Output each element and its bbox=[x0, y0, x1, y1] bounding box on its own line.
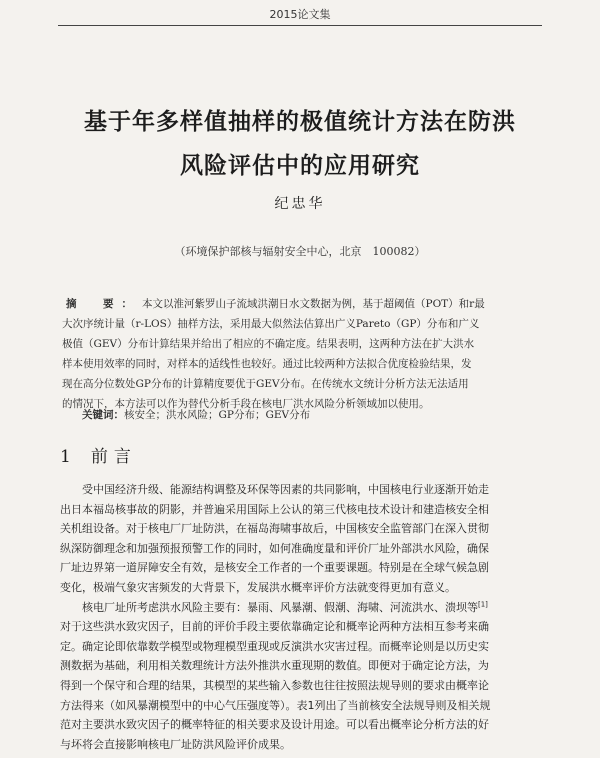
section-number: 1 bbox=[60, 447, 71, 467]
body-line: 核电厂址所考虑洪水风险主要有：暴雨、风暴潮、假潮、海啸、河流洪水、溃坝等[1] bbox=[82, 599, 488, 614]
title-line-1: 基于年多样值抽样的极值统计方法在防洪 bbox=[84, 108, 516, 135]
body-line: 对于这些洪水致灾因子，目前的评价手段主要依靠确定论和概率论两种方法相互参考来确 bbox=[60, 620, 489, 634]
body-line: 定。确定论即依靠数学模型或物理模型重现或反演洪水灾害过程。而概率论则是以历史实 bbox=[60, 639, 489, 653]
abstract-label: 摘 要： bbox=[66, 298, 140, 310]
body-line: 纵深防御理念和加强预报预警工作的同时，如何准确度量和评价厂址外部洪水风险，确保 bbox=[60, 541, 489, 555]
paper-title bbox=[40, 100, 560, 188]
body-text bbox=[60, 480, 554, 754]
body-line: 受中国经济升级、能源结构调整及环保等因素的共同影响，中国核电行业逐渐开始走 bbox=[82, 483, 489, 496]
body-line: 方法得来（如风暴潮模型中的中心气压强度等）。表1列出了当前核安全法规导则及相关规 bbox=[60, 698, 491, 712]
keywords-label: 关键词： bbox=[82, 409, 124, 421]
author-name: 纪忠华 bbox=[274, 196, 326, 212]
keywords bbox=[82, 407, 552, 422]
abstract-line: 的情况下，本方法可以作为替代分析手段在核电厂洪水风险分析领域加以使用。 bbox=[62, 398, 430, 410]
section-title: 前言 bbox=[90, 447, 137, 467]
abstract-line: 样本使用效率的同时，对样本的适线性也较好。通过比较两种方法拟合优度检验结果，发 bbox=[62, 358, 472, 370]
citation-ref: [1] bbox=[478, 599, 488, 608]
body-line: 测数据为基础，利用相关数理统计方法外推洪水重现期的数值。即便对于确定论方法，为 bbox=[60, 659, 489, 673]
body-line: 变化，极端气象灾害频发的大背景下，发展洪水概率评价方法就变得更加有意义。 bbox=[60, 580, 456, 594]
keywords-text: 核安全；洪水风险；GP分布；GEV分布 bbox=[124, 409, 311, 421]
abstract-line: 摘 要： 本文以淮河紫罗山子流域洪潮日水文数据为例，基于超阈值（POT）和r最 bbox=[66, 298, 485, 310]
header-rule bbox=[58, 25, 542, 26]
body-line: 关机组设备。对于核电厂厂址防洪，在福岛海啸事故后，中国核安全监管部门在深入贯彻 bbox=[60, 522, 489, 536]
author-affiliation: （环境保护部核与辐射安全中心，北京 100082） bbox=[174, 245, 426, 258]
body-line: 与坏将会直接影响核电厂址防洪风险评价成果。 bbox=[60, 737, 291, 751]
body-line: 出日本福岛核事故的阴影，并普遍采用国际上公认的第三代核电技术设计和建造核安全相 bbox=[60, 502, 489, 516]
title-line-2: 风险评估中的应用研究 bbox=[180, 152, 420, 179]
running-head: 2015论文集 bbox=[269, 8, 331, 21]
abstract-line: 大次序统计量（r-LOS）抽样方法，采用最大似然法估算出广义Pareto（GP）分布和广义 bbox=[62, 318, 480, 330]
body-line: 范对主要洪水致灾因子的概率特征的相关要求及设计用途。可以看出概率论分析方法的好 bbox=[60, 718, 489, 732]
abstract-line: 极值（GEV）分布计算结果并给出了相应的不确定度。结果表明，这两种方法在扩大洪水 bbox=[62, 338, 475, 350]
body-line: 厂址边界第一道屏障安全有效，是核安全工作者的一个重要课题。特别是在全球气候急剧 bbox=[60, 561, 489, 575]
abstract-line: 现在高分位数处GP分布的计算精度要优于GEV分布。在传统水文统计分析方法无法适用 bbox=[62, 378, 469, 390]
abstract bbox=[62, 294, 549, 414]
section-heading bbox=[60, 442, 137, 467]
body-line: 得到一个保守和合理的结果，其模型的某些输入参数也往往按照法规导则的要求由概率论 bbox=[60, 678, 489, 692]
